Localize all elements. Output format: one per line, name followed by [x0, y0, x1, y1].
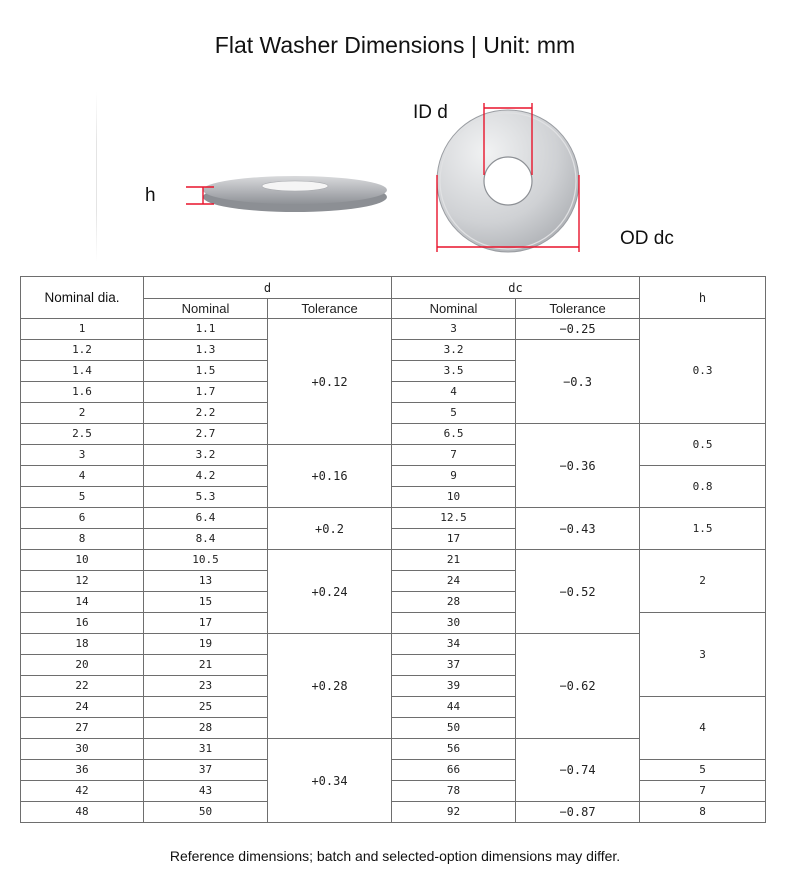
- d-nominal-cell: 1.1: [144, 319, 268, 340]
- d-tolerance-cell: +0.28: [268, 634, 392, 739]
- label-od-dc: OD dc: [620, 228, 674, 249]
- dc-nominal-cell: 24: [392, 571, 516, 592]
- dc-nominal-cell: 7: [392, 445, 516, 466]
- h-cell: 0.5: [640, 424, 766, 466]
- page-title: Flat Washer Dimensions | Unit: mm: [214, 32, 576, 58]
- table-row: [21, 802, 766, 823]
- header-h: h: [640, 277, 766, 319]
- d-tolerance-cell: +0.24: [268, 550, 392, 634]
- dc-nominal-cell: 4: [392, 382, 516, 403]
- d-nominal-cell: 31: [144, 739, 268, 760]
- dc-nominal-cell: 17: [392, 529, 516, 550]
- dc-nominal-cell: 66: [392, 760, 516, 781]
- d-nominal-cell: 28: [144, 718, 268, 739]
- dc-nominal-cell: 5: [392, 403, 516, 424]
- d-nominal-cell: 17: [144, 613, 268, 634]
- table-row: [21, 760, 766, 781]
- dc-tolerance-cell: −0.25: [516, 319, 640, 340]
- nominal-dia-cell: 2: [21, 403, 144, 424]
- d-nominal-cell: 5.3: [144, 487, 268, 508]
- header-dc-nominal: Nominal: [392, 299, 516, 319]
- d-nominal-cell: 6.4: [144, 508, 268, 529]
- header-dc-tolerance: Tolerance: [516, 299, 640, 319]
- dc-nominal-cell: 3.2: [392, 340, 516, 361]
- washer-front-view: [437, 110, 579, 252]
- nominal-dia-cell: 10: [21, 550, 144, 571]
- d-nominal-cell: 2.2: [144, 403, 268, 424]
- nominal-dia-cell: 27: [21, 718, 144, 739]
- dc-nominal-cell: 9: [392, 466, 516, 487]
- nominal-dia-cell: 6: [21, 508, 144, 529]
- d-nominal-cell: 8.4: [144, 529, 268, 550]
- nominal-dia-cell: 1.2: [21, 340, 144, 361]
- h-cell: 4: [640, 697, 766, 760]
- dc-nominal-cell: 39: [392, 676, 516, 697]
- nominal-dia-cell: 14: [21, 592, 144, 613]
- dc-nominal-cell: 92: [392, 802, 516, 823]
- h-cell: 5: [640, 760, 766, 781]
- h-cell: 7: [640, 781, 766, 802]
- table-row: [21, 424, 766, 445]
- header-nominal-dia: Nominal dia.: [21, 277, 144, 319]
- table-row: [21, 466, 766, 487]
- table-body: [21, 319, 766, 823]
- h-cell: 0.8: [640, 466, 766, 508]
- header-d-tolerance: Tolerance: [268, 299, 392, 319]
- nominal-dia-cell: 24: [21, 697, 144, 718]
- nominal-dia-cell: 48: [21, 802, 144, 823]
- d-nominal-cell: 2.7: [144, 424, 268, 445]
- dc-nominal-cell: 30: [392, 613, 516, 634]
- nominal-dia-cell: 18: [21, 634, 144, 655]
- dc-nominal-cell: 34: [392, 634, 516, 655]
- dc-nominal-cell: 78: [392, 781, 516, 802]
- dc-tolerance-cell: −0.74: [516, 739, 640, 802]
- header-d: d: [144, 277, 392, 299]
- dc-nominal-cell: 3.5: [392, 361, 516, 382]
- d-nominal-cell: 1.3: [144, 340, 268, 361]
- d-nominal-cell: 25: [144, 697, 268, 718]
- d-nominal-cell: 4.2: [144, 466, 268, 487]
- nominal-dia-cell: 16: [21, 613, 144, 634]
- nominal-dia-cell: 1.4: [21, 361, 144, 382]
- table-row: [21, 613, 766, 634]
- header-dc: dc: [392, 277, 640, 299]
- nominal-dia-cell: 2.5: [21, 424, 144, 445]
- dc-tolerance-cell: −0.52: [516, 550, 640, 634]
- dc-tolerance-cell: −0.62: [516, 634, 640, 739]
- h-cell: 0.3: [640, 319, 766, 424]
- dc-nominal-cell: 21: [392, 550, 516, 571]
- nominal-dia-cell: 42: [21, 781, 144, 802]
- d-tolerance-cell: +0.2: [268, 508, 392, 550]
- h-cell: 2: [640, 550, 766, 613]
- table-row: [21, 319, 766, 340]
- d-nominal-cell: 1.7: [144, 382, 268, 403]
- washer-side-view: [203, 176, 387, 212]
- d-nominal-cell: 23: [144, 676, 268, 697]
- table-row: [21, 508, 766, 529]
- d-nominal-cell: 10.5: [144, 550, 268, 571]
- dc-nominal-cell: 50: [392, 718, 516, 739]
- d-tolerance-cell: +0.12: [268, 319, 392, 445]
- dc-nominal-cell: 10: [392, 487, 516, 508]
- d-nominal-cell: 50: [144, 802, 268, 823]
- dc-nominal-cell: 56: [392, 739, 516, 760]
- table-row: [21, 550, 766, 571]
- dc-tolerance-cell: −0.87: [516, 802, 640, 823]
- d-nominal-cell: 15: [144, 592, 268, 613]
- d-nominal-cell: 1.5: [144, 361, 268, 382]
- label-id-d: ID d: [413, 102, 448, 123]
- h-cell: 1.5: [640, 508, 766, 550]
- d-nominal-cell: 19: [144, 634, 268, 655]
- d-nominal-cell: 43: [144, 781, 268, 802]
- nominal-dia-cell: 22: [21, 676, 144, 697]
- h-cell: 8: [640, 802, 766, 823]
- nominal-dia-cell: 5: [21, 487, 144, 508]
- nominal-dia-cell: 3: [21, 445, 144, 466]
- nominal-dia-cell: 1.6: [21, 382, 144, 403]
- nominal-dia-cell: 1: [21, 319, 144, 340]
- dc-tolerance-cell: −0.43: [516, 508, 640, 550]
- dc-tolerance-cell: −0.3: [516, 340, 640, 424]
- header-d-nominal: Nominal: [144, 299, 268, 319]
- label-h: h: [145, 185, 156, 206]
- nominal-dia-cell: 12: [21, 571, 144, 592]
- dc-nominal-cell: 6.5: [392, 424, 516, 445]
- d-tolerance-cell: +0.34: [268, 739, 392, 823]
- h-cell: 3: [640, 613, 766, 697]
- dc-nominal-cell: 3: [392, 319, 516, 340]
- dc-tolerance-cell: −0.36: [516, 424, 640, 508]
- d-nominal-cell: 13: [144, 571, 268, 592]
- footnote: Reference dimensions; batch and selected-option dimensions may differ.: [169, 848, 621, 864]
- nominal-dia-cell: 36: [21, 760, 144, 781]
- d-nominal-cell: 21: [144, 655, 268, 676]
- dc-nominal-cell: 37: [392, 655, 516, 676]
- dc-nominal-cell: 28: [392, 592, 516, 613]
- d-nominal-cell: 3.2: [144, 445, 268, 466]
- nominal-dia-cell: 8: [21, 529, 144, 550]
- nominal-dia-cell: 4: [21, 466, 144, 487]
- dc-nominal-cell: 12.5: [392, 508, 516, 529]
- nominal-dia-cell: 20: [21, 655, 144, 676]
- table-header: [21, 277, 766, 319]
- dimensions-table: [20, 276, 766, 823]
- dc-nominal-cell: 44: [392, 697, 516, 718]
- nominal-dia-cell: 30: [21, 739, 144, 760]
- d-nominal-cell: 37: [144, 760, 268, 781]
- table-row: [21, 781, 766, 802]
- table-row: [21, 697, 766, 718]
- d-tolerance-cell: +0.16: [268, 445, 392, 508]
